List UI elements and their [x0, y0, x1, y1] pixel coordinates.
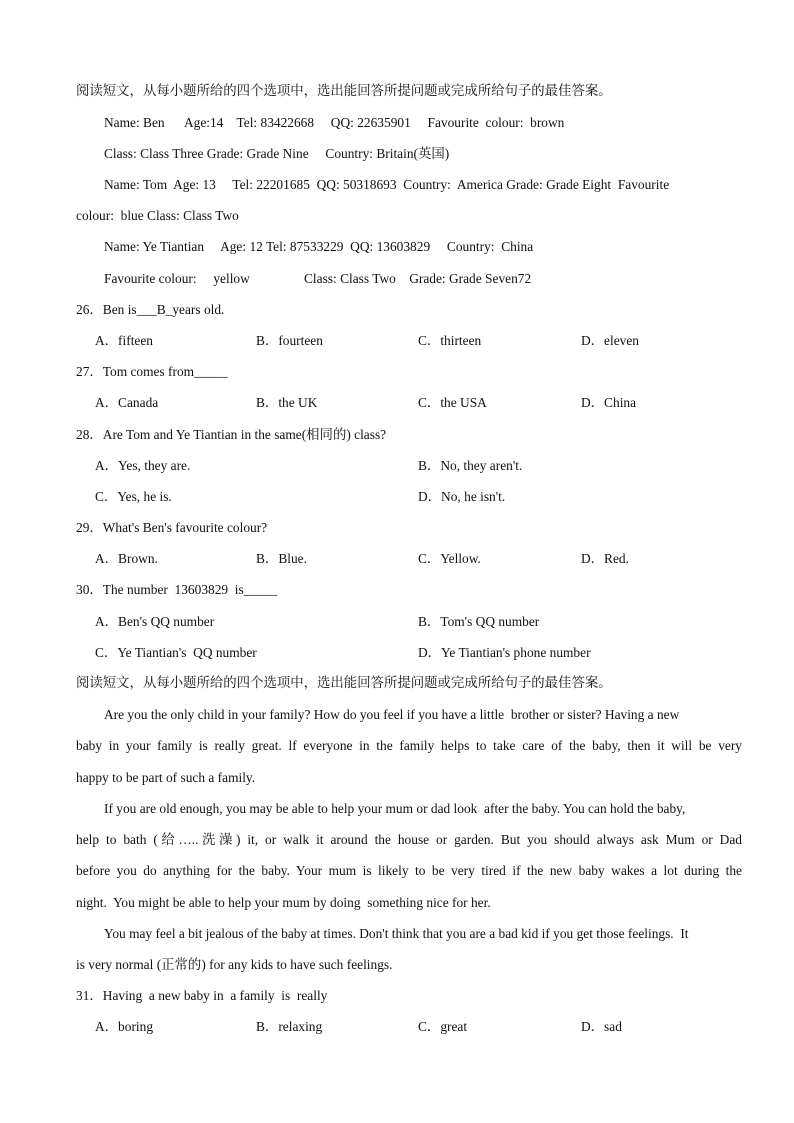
instruction-2: 阅读短文，从每小题所给的四个选项中，选出能回答所提问题或完成所给句子的最佳答案。	[76, 676, 612, 691]
option-a[interactable]: A．Brown.	[95, 551, 158, 566]
option-a[interactable]: A．Ben's QQ number	[95, 614, 215, 629]
option-a[interactable]: A．boring	[95, 1019, 154, 1034]
option-c[interactable]: C．Ye Tiantian's QQ number	[95, 645, 257, 660]
option-b[interactable]: B．relaxing	[256, 1019, 323, 1034]
option-d[interactable]: D．eleven	[581, 333, 640, 348]
option-d[interactable]: D．Red.	[581, 551, 629, 566]
question-31-stem: 31．Having a new baby in a family is really	[76, 988, 328, 1003]
passage-p2-line4: night. You might be able to help your mum by doing something nice for her.	[76, 895, 491, 910]
option-a[interactable]: A．fifteen	[95, 333, 154, 348]
question-28-options-row1	[0, 456, 794, 476]
passage-p1-line1: Are you the only child in your family? How do you feel if you have a little brother or sister? Having a new	[104, 707, 680, 722]
question-26-stem: 26．Ben is___B_years old.	[76, 302, 225, 317]
option-b[interactable]: B．the UK	[256, 395, 318, 410]
option-c[interactable]: C．Yellow.	[418, 551, 481, 566]
option-d[interactable]: D．No, he isn't.	[418, 489, 506, 504]
passage-p2-line1: If you are old enough, you may be able to help your mum or dad look after the baby. You can hold the baby,	[104, 801, 686, 816]
tom-info-line1: Name: Tom Age: 13 Tel: 22201685 QQ: 50318693 Country: America Grade: Grade Eight Favourite	[104, 177, 670, 192]
question-27-options	[0, 393, 794, 413]
option-c[interactable]: C．thirteen	[418, 333, 482, 348]
question-31-options	[0, 1017, 794, 1037]
option-b[interactable]: B．No, they aren't.	[418, 458, 523, 473]
option-a[interactable]: A．Canada	[95, 395, 159, 410]
option-d[interactable]: D．Ye Tiantian's phone number	[418, 645, 591, 660]
question-29-stem: 29．What's Ben's favourite colour?	[76, 520, 268, 535]
instruction-1: 阅读短文，从每小题所给的四个选项中，选出能回答所提问题或完成所给句子的最佳答案。	[76, 84, 612, 99]
option-c[interactable]: C．great	[418, 1019, 468, 1034]
option-b[interactable]: B．Tom's QQ number	[418, 614, 540, 629]
tom-info-line2: colour: blue Class: Class Two	[76, 208, 239, 223]
option-b[interactable]: B．Blue.	[256, 551, 307, 566]
passage-p1-line3: happy to be part of such a family.	[76, 770, 256, 785]
question-30-options-row2	[0, 643, 794, 663]
ye-info-line2b: Class: Class Two Grade: Grade Seven72	[304, 271, 532, 286]
question-30-options-row1	[0, 612, 794, 632]
option-d[interactable]: D．China	[581, 395, 637, 410]
passage-p3-line1: You may feel a bit jealous of the baby at times. Don't think that you are a bad kid if you get those feelings. It	[104, 926, 689, 941]
option-b[interactable]: B．fourteen	[256, 333, 323, 348]
question-28-options-row2	[0, 487, 794, 507]
ben-info-line1: Name: Ben Age:14 Tel: 83422668 QQ: 22635901 Favourite colour: brown	[104, 115, 565, 130]
option-a[interactable]: A．Yes, they are.	[95, 458, 191, 473]
passage-p2-line3: before you do anything for the baby. Your mum is likely to be very tired if the new baby wakes a lot during the	[76, 863, 742, 878]
option-d[interactable]: D．sad	[581, 1019, 622, 1034]
ben-info-line2: Class: Class Three Grade: Grade Nine Country: Britain(英国)	[104, 146, 450, 161]
passage-p1-line2: baby in your family is really great. lf everyone in the family helps to take care of the baby, then it will be very	[76, 738, 742, 753]
question-29-options	[0, 549, 794, 569]
passage-p3-line2: is very normal (正常的) for any kids to have such feelings.	[76, 957, 393, 972]
question-26-options	[0, 331, 794, 351]
question-27-stem: 27．Tom comes from_____	[76, 364, 228, 379]
option-c[interactable]: C．the USA	[418, 395, 487, 410]
option-c[interactable]: C．Yes, he is.	[95, 489, 172, 504]
question-28-stem: 28．Are Tom and Ye Tiantian in the same(相同的) class?	[76, 427, 387, 442]
ye-info-line2a: Favourite colour: yellow	[104, 271, 250, 286]
question-30-stem: 30．The number 13603829 is_____	[76, 582, 278, 597]
passage-p2-line2: help to bath (给…..洗澡) it, or walk it around the house or garden. But you should always ask Mum or Dad	[76, 832, 742, 847]
ye-info-line1: Name: Ye Tiantian Age: 12 Tel: 87533229 QQ: 13603829 Country: China	[104, 239, 534, 254]
